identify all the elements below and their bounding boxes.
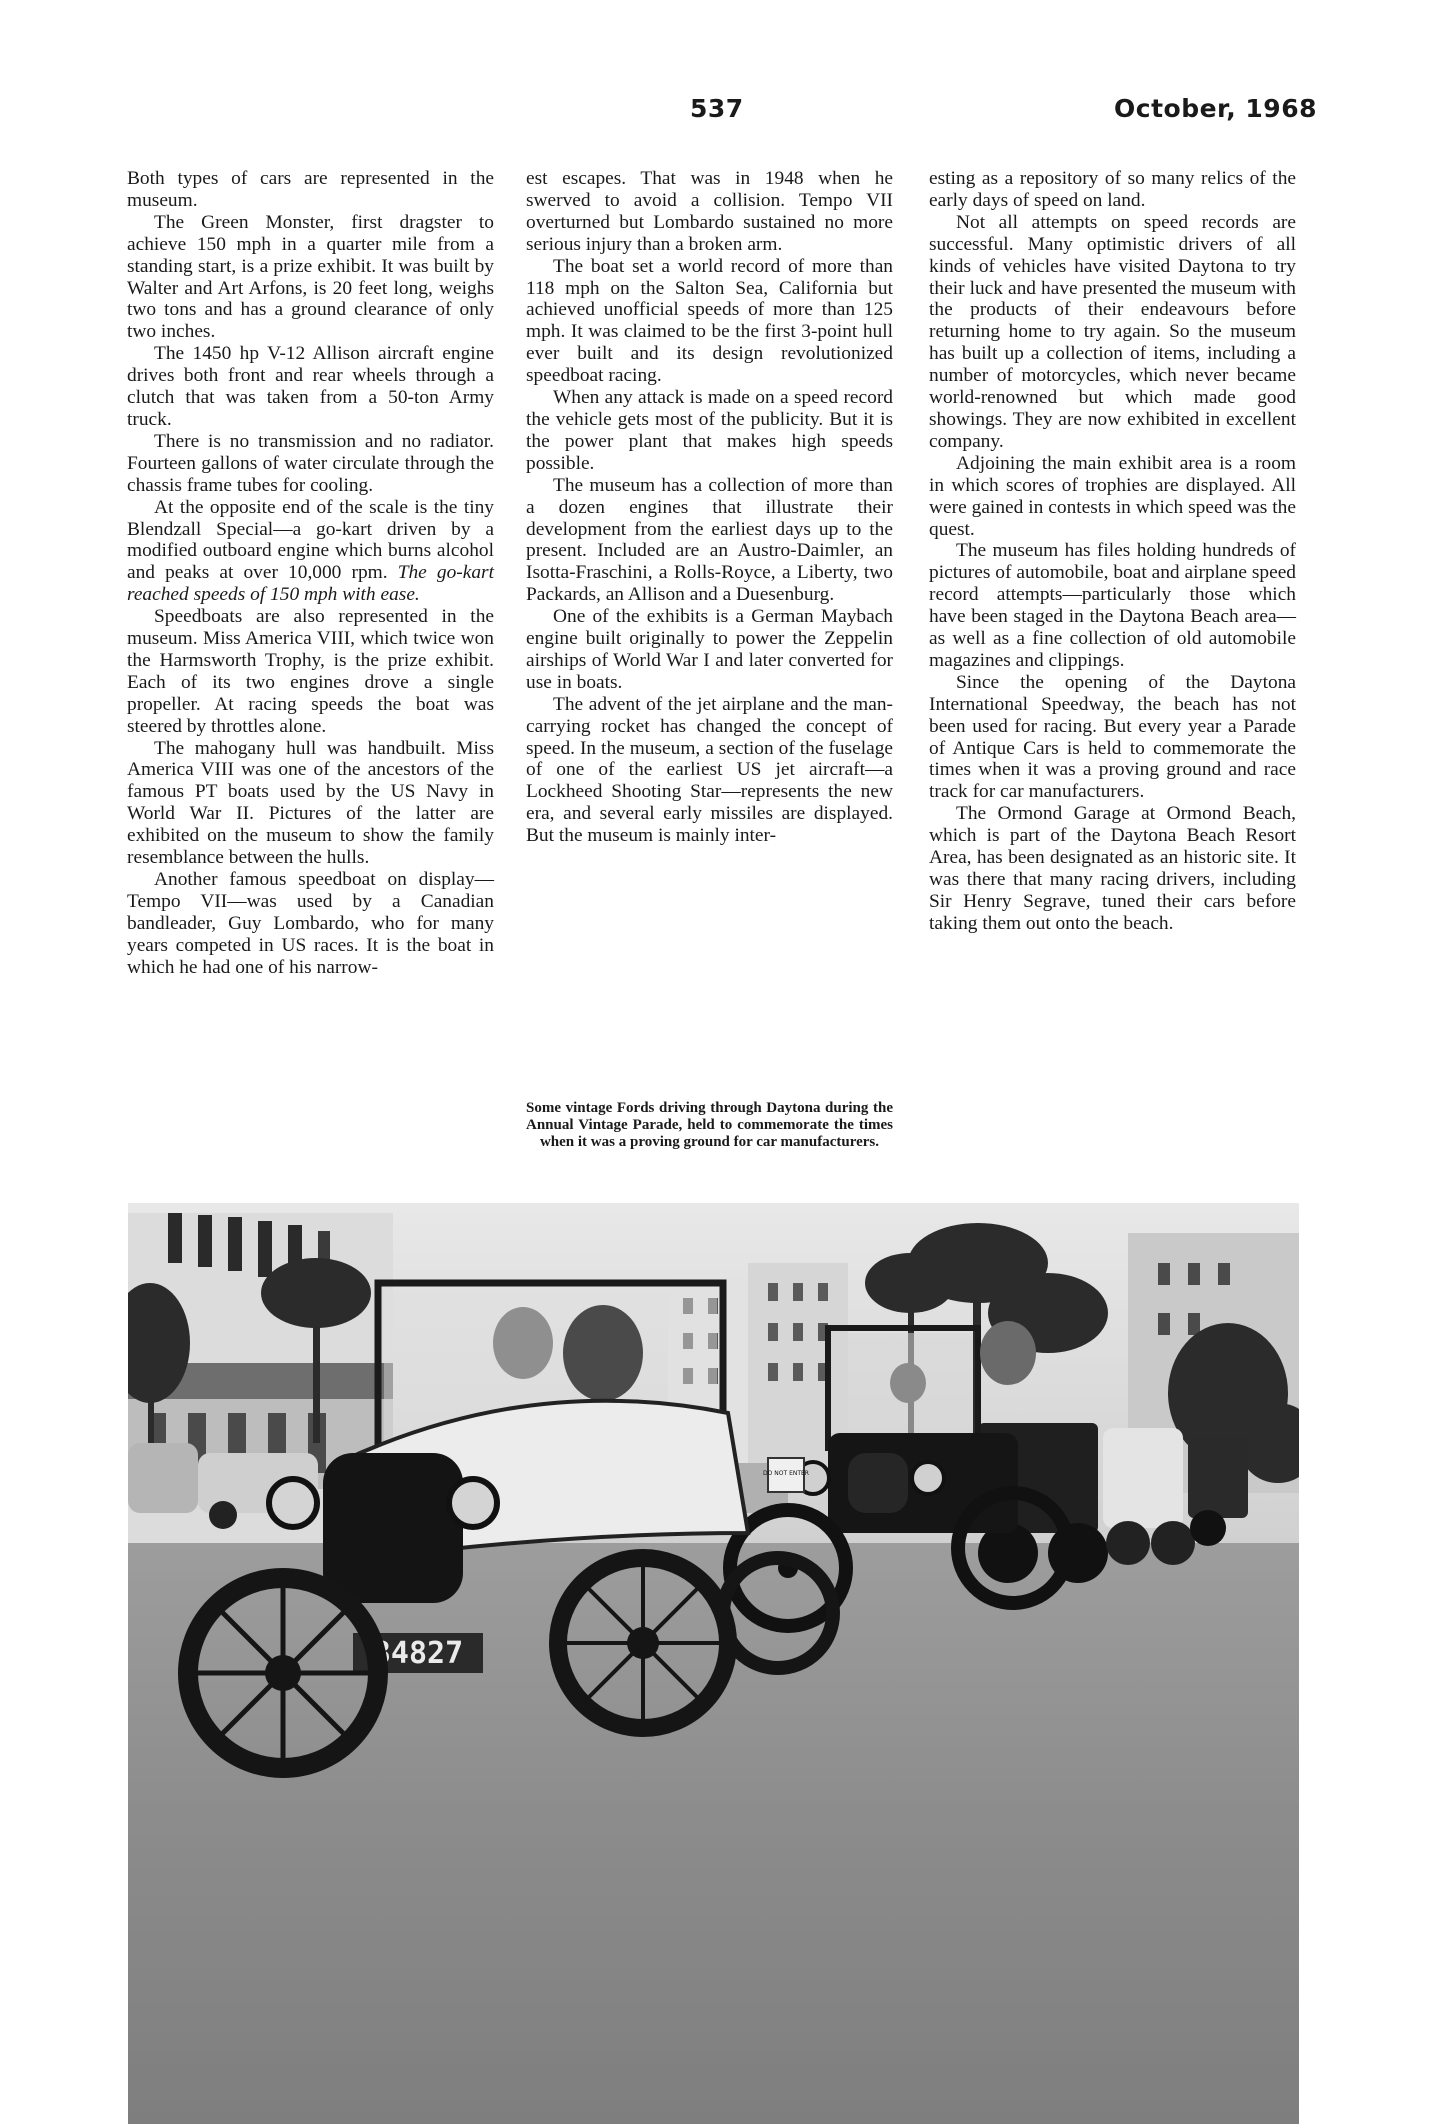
photo-caption: Some vintage Fords driving through Daytona during the Annual Vintage Parade, held to commemorate the times when it was a proving ground for car manufacturers.: [526, 1100, 893, 1150]
paragraph: The Ormond Garage at Ormond Beach, which is part of the Daytona Beach Resort Area, has been designated as an historic site. It was there that many racing drivers, including Sir Henry Segrave, tuned their cars before taking them out onto the beach.: [929, 803, 1296, 934]
article-column-2: [526, 168, 893, 847]
paragraph: When any attack is made on a speed record the vehicle gets most of the publicity. But it is the power plant that makes high speeds possible.: [526, 387, 893, 474]
paragraph: There is no transmission and no radiator. Fourteen gallons of water circulate through the chassis frame tubes for cooling.: [127, 430, 494, 496]
paragraph: The Green Monster, first dragster to achieve 150 mph in a quarter mile from a standing start, is a prize exhibit. It was built by Walter and Art Arfons, is 20 feet long, weighs two tons and has a ground clearance of only two inches.: [127, 211, 494, 343]
paragraph: The boat set a world record of more than 118 mph on the Salton Sea, California but achieved unofficial speeds of more than 125 mph. It was claimed to be the first 3-point hull ever built and its design revolutionized speedboat racing.: [526, 255, 893, 387]
paragraph: Adjoining the main exhibit area is a room in which scores of trophies are displayed. All were gained in contests in which speed was the quest.: [929, 452, 1296, 540]
paragraph: One of the exhibits is a German Maybach engine built originally to power the Zeppelin airships of World War I and later converted for use in boats.: [526, 606, 893, 693]
italic-sentence: The go-kart reached speeds of 150 mph with ease.: [127, 562, 494, 606]
vintage-fords-photo: [128, 1203, 1299, 2124]
paragraph: The advent of the jet airplane and the man-carrying rocket has changed the concept of speed. In the museum, a section of the fuselage of one of the earliest US jet aircraft—a Lockheed Shooting Star—represents the new era, and several early missiles are displayed. But the museum is mainly inter-: [526, 693, 893, 847]
article-column-3: [929, 168, 1296, 935]
paragraph: est escapes. That was in 1948 when he swerved to avoid a collision. Tempo VII overturned but Lombardo sustained no more serious injury than a broken arm.: [526, 168, 893, 255]
article-column-1: [127, 168, 494, 979]
paragraph: Another famous speedboat on display—Tempo VII—was used by a Canadian bandleader, Guy Lombardo, who for many years competed in US races. It is the boat in which he had one of his narrow-: [127, 869, 494, 978]
paragraph: [127, 497, 494, 607]
sign-text: DO NOT ENTER: [763, 1470, 809, 1477]
paragraph: Since the opening of the Daytona International Speedway, the beach has not been used for racing. But every year a Parade of Antique Cars is held to commemorate the times when it was a proving ground and race track for car manufacturers.: [929, 671, 1296, 803]
photo-illustration: [128, 1203, 1299, 2124]
do-not-enter-sign: [763, 1458, 809, 1492]
issue-date: October, 1968: [1114, 94, 1317, 123]
paragraph: The museum has a collection of more than a dozen engines that illustrate their development from the earliest days up to the present. Included are an Austro-Daimler, an Isotta-Fraschini, a Rolls-Royce, a Liberty, two Packards, an Allison and a Duesenburg.: [526, 474, 893, 606]
paragraph: The 1450 hp V-12 Allison aircraft engine drives both front and rear wheels through a clutch that was taken from a 50-ton Army truck.: [127, 343, 494, 430]
paragraph: The museum has files holding hundreds of pictures of automobile, boat and airplane speed record attempts—particularly those which have been staged in the Daytona Beach area—as well as a fine collection of old automobile magazines and clippings.: [929, 540, 1296, 671]
license-plate: 34827: [372, 1636, 464, 1671]
page-number: 537: [690, 94, 744, 123]
paragraph-text: At the opposite end of the scale is the tiny Blendzall Special—a go-kart driven by a modified outboard engine which burns alcohol and peaks at over 10,000 rpm.: [127, 496, 494, 584]
paragraph: esting as a repository of so many relics of the early days of speed on land.: [929, 168, 1296, 211]
paragraph: The mahogany hull was handbuilt. Miss America VIII was one of the ancestors of the famous PT boats used by the US Navy in World War II. Pictures of the latter are exhibited on the museum to show the family resemblance between the hulls.: [127, 737, 494, 869]
paragraph: Not all attempts on speed records are successful. Many optimistic drivers of all kinds of vehicles have visited Daytona to try their luck and have presented the museum with the products of their endeavours before returning home to try again. So the museum has built up a collection of items, including a number of motorcycles, which never became world-renowned but which made good showings. They are now exhibited in excellent company.: [929, 211, 1296, 452]
paragraph: Both types of cars are represented in the museum.: [127, 168, 494, 211]
paragraph: Speedboats are also represented in the museum. Miss America VIII, which twice won the Harmsworth Trophy, is the prize exhibit. Each of its two engines drove a single propeller. At racing speeds the boat was steered by throttles alone.: [127, 606, 494, 737]
